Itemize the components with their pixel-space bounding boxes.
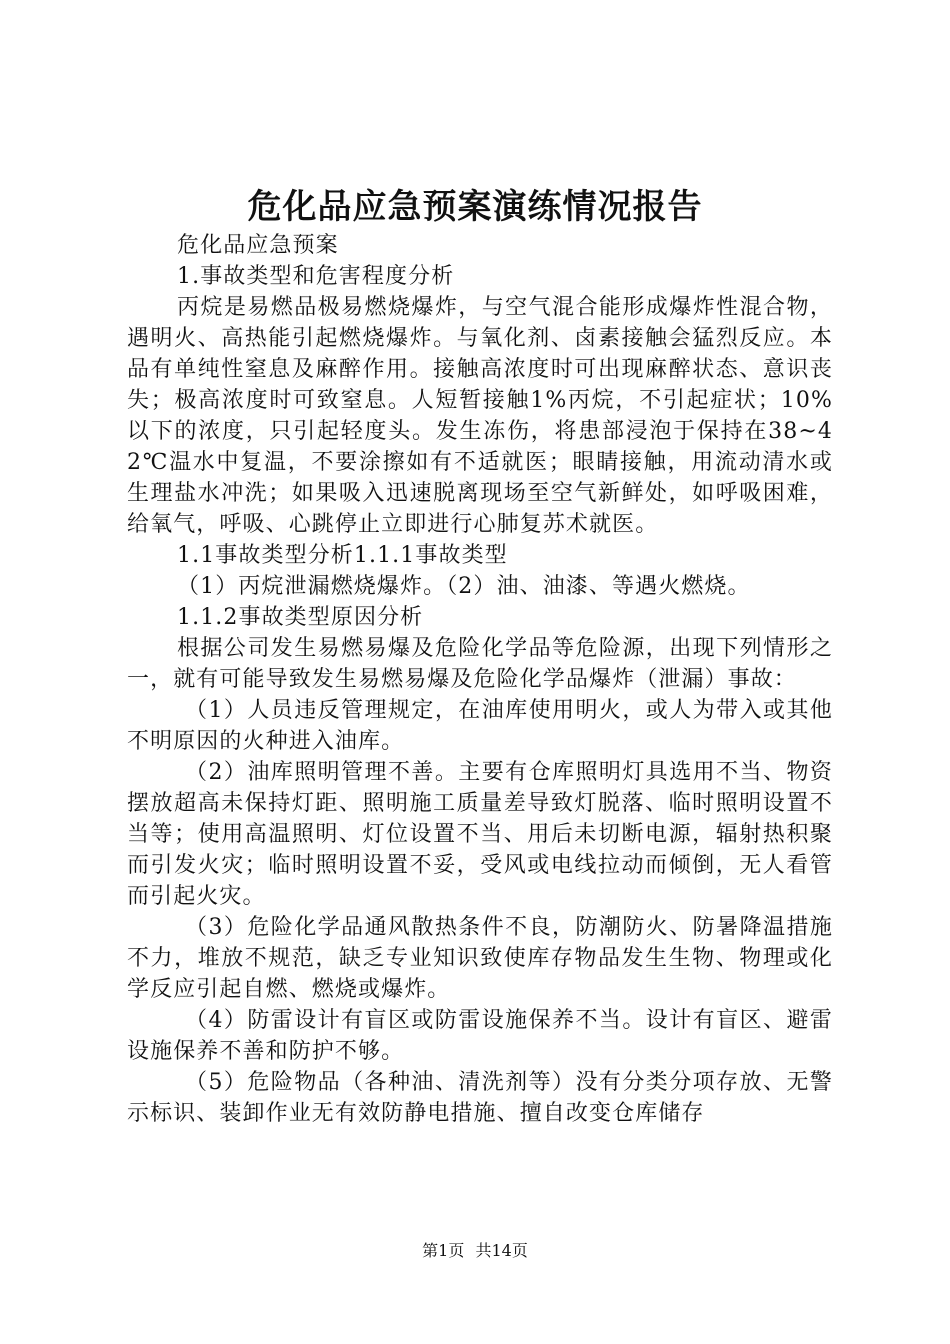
paragraph-causes-intro: 根据公司发生易燃易爆及危险化学品等危险源，出现下列情形之一，就有可能导致发生易燃易爆及危险化学品爆炸（泄漏）事故： — [127, 636, 833, 692]
paragraph-accident-types: （1）丙烷泄漏燃烧爆炸。（2）油、油漆、等遇火燃烧。 — [177, 574, 751, 599]
page-number: 第1页 — [422, 1241, 465, 1260]
paragraph-cause-1: （1）人员违反管理规定，在油库使用明火，或人为带入或其他不明原因的火种进入油库。 — [127, 698, 833, 754]
page-total: 共14页 — [475, 1241, 528, 1260]
paragraph-section-heading: 1.事故类型和危害程度分析 — [177, 264, 455, 289]
document-body — [127, 230, 833, 1129]
paragraph-propane-hazards: 丙烷是易燃品极易燃烧爆炸，与空气混合能形成爆炸性混合物，遇明火、高热能引起燃烧爆炸。与氧化剂、卤素接触会猛烈反应。本品有单纯性窒息及麻醉作用。接触高浓度时可出现麻醉状态、意识丧失；极高浓度时可致窒息。人短暂接触1%丙烷，不引起症状；10%以下的浓度，只引起轻度头。发生冻伤，将患部浸泡于保持在38~42℃温水中复温，不要涂擦如有不适就医；眼睛接触，用流动清水或生理盐水冲洗；如果吸入迅速脱离现场至空气新鲜处，如呼吸困难，给氧气，呼吸、心跳停止立即进行心肺复苏术就医。 — [127, 295, 833, 537]
paragraph-cause-3: （3）危险化学品通风散热条件不良，防潮防火、防暑降温措施不力，堆放不规范，缺乏专业知识致使库存物品发生生物、物理或化学反应引起自燃、燃烧或爆炸。 — [127, 915, 833, 1002]
paragraph-subtitle: 危化品应急预案 — [177, 233, 339, 258]
document-title: 危化品应急预案演练情况报告 — [247, 187, 703, 227]
paragraph-cause-4: （4）防雷设计有盲区或防雷设施保养不当。设计有盲区、避雷设施保养不善和防护不够。 — [127, 1008, 833, 1064]
paragraph-section-1-1-2: 1.1.2事故类型原因分析 — [177, 605, 424, 630]
paragraph-section-1-1: 1.1事故类型分析1.1.1事故类型 — [177, 543, 508, 568]
paragraph-cause-5: （5）危险物品（各种油、清洗剂等）没有分类分项存放、无警示标识、装卸作业无有效防静电措施、擅自改变仓库储存 — [127, 1070, 833, 1126]
paragraph-cause-2: （2）油库照明管理不善。主要有仓库照明灯具选用不当、物资摆放超高未保持灯距、照明施工质量差导致灯脱落、临时照明设置不当等；使用高温照明、灯位设置不当、用后未切断电源，辐射热积聚而引发火灾；临时照明设置不妥，受风或电线拉动而倾倒，无人看管而引起火灾。 — [127, 760, 833, 909]
page-footer — [0, 1240, 950, 1262]
